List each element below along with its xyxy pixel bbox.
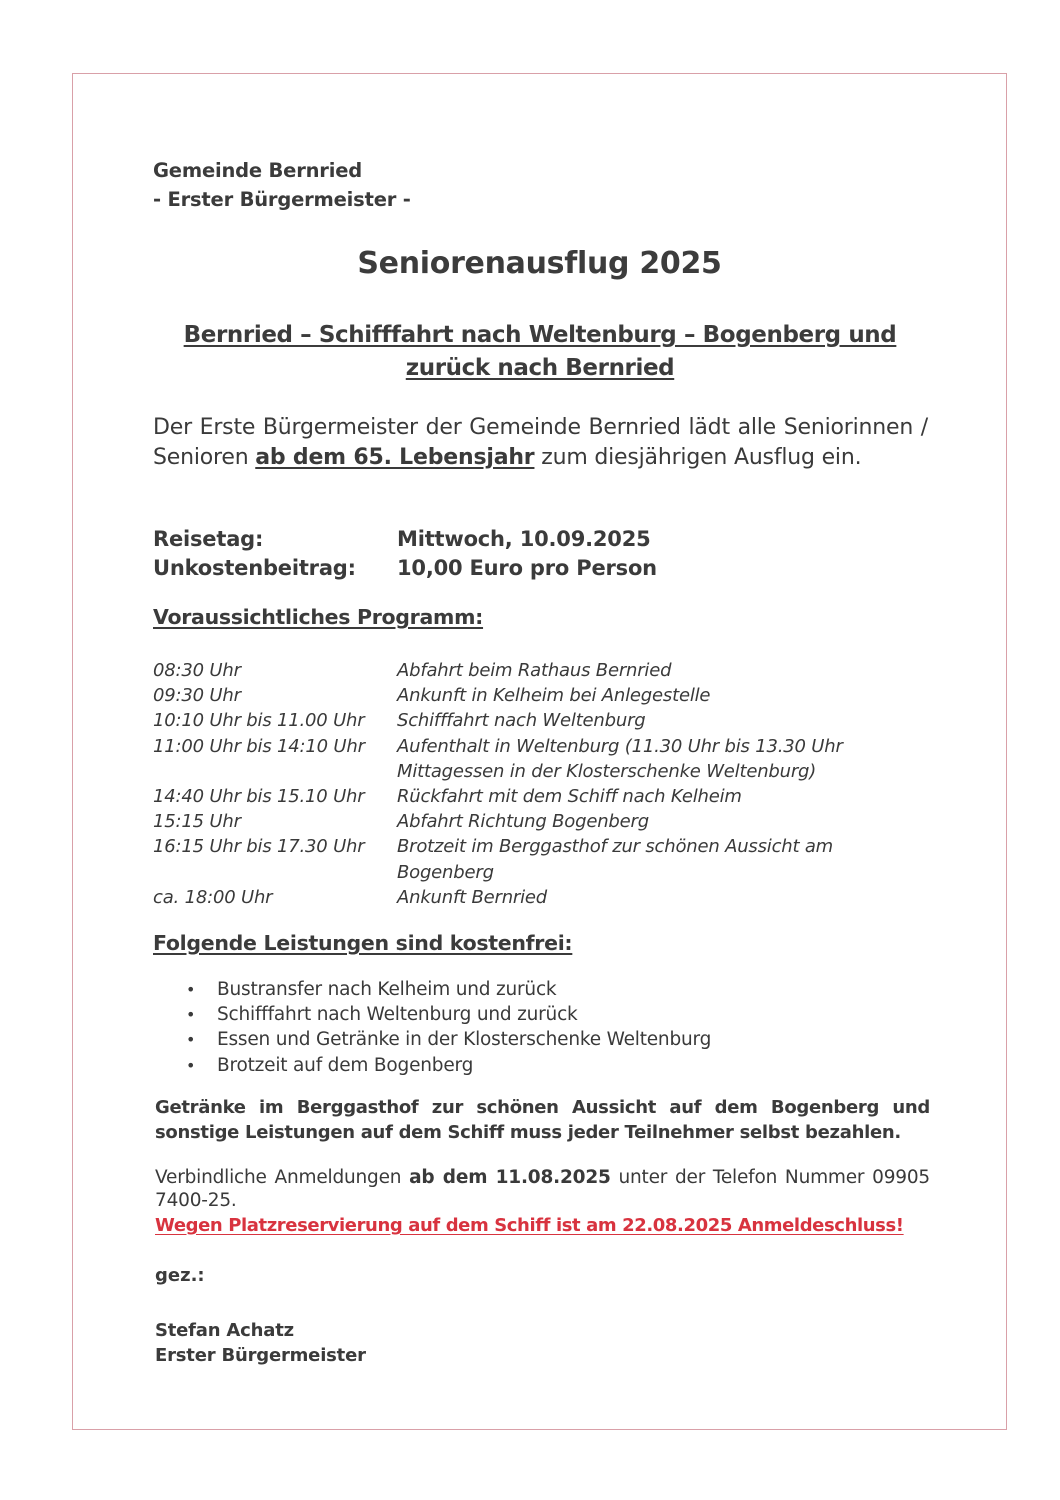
issuer-block — [153, 156, 411, 214]
bullet-icon: • — [186, 1005, 196, 1025]
bullet-icon: • — [186, 1055, 196, 1075]
schedule-activity: Abfahrt Richtung Bogenberg — [397, 811, 649, 833]
free-services-list — [186, 977, 711, 1078]
schedule-row — [153, 834, 897, 884]
schedule-row — [153, 885, 897, 910]
bullet-icon: • — [186, 1030, 196, 1050]
subtitle-line-1: Bernried – Schifffahrt nach Weltenburg – Bogenberg und — [183, 322, 897, 348]
schedule-activity: Rückfahrt mit dem Schiff nach Kelheim — [397, 786, 742, 808]
signed-label: gez.: — [155, 1265, 205, 1286]
fact-row-fee — [153, 554, 657, 583]
registration-paragraph — [155, 1166, 930, 1212]
document-title: Seniorenausflug 2025 — [357, 246, 722, 281]
program-heading: Voraussichtliches Programm: — [153, 605, 484, 629]
schedule-time: 10:10 Uhr bis 11.00 Uhr — [153, 710, 365, 732]
schedule-time: 14:40 Uhr bis 15.10 Uhr — [153, 786, 365, 808]
signatory-role: Erster Bürgermeister — [155, 1345, 366, 1366]
list-item-text: Essen und Getränke in der Klosterschenke Weltenburg — [217, 1029, 712, 1051]
list-item — [186, 1027, 711, 1052]
trip-route-subtitle — [150, 319, 930, 385]
list-item-text: Bustransfer nach Kelheim und zurück — [217, 979, 557, 1000]
list-item — [186, 1002, 711, 1027]
signatory-name: Stefan Achatz — [155, 1320, 294, 1341]
schedule-activity: Abfahrt beim Rathaus Bernried — [397, 660, 672, 681]
trip-facts — [153, 525, 657, 583]
invitation-paragraph — [153, 413, 928, 473]
intro-text-before: Der Erste Bürgermeister der Gemeinde Bernried lädt alle Seniorinnen / Senioren — [153, 415, 928, 470]
schedule-row — [153, 809, 897, 834]
schedule-time: 11:00 Uhr bis 14:10 Uhr — [153, 735, 365, 757]
schedule-activity: Schifffahrt nach Weltenburg — [397, 710, 646, 732]
schedule-row — [153, 734, 897, 784]
schedule-row — [153, 708, 897, 733]
schedule-row — [153, 658, 897, 683]
list-item-text: Brotzeit auf dem Bogenberg — [217, 1054, 474, 1076]
list-item-text: Schifffahrt nach Weltenburg und zurück — [217, 1004, 578, 1026]
schedule-time: 16:15 Uhr bis 17.30 Uhr — [153, 836, 365, 858]
age-requirement-highlight: ab dem 65. Lebensjahr — [255, 445, 535, 470]
list-item — [186, 977, 711, 1002]
fact-row-travel-day — [153, 525, 657, 554]
fact-value: Mittwoch, 10.09.2025 — [397, 527, 651, 551]
program-schedule — [153, 658, 897, 910]
bullet-icon: • — [186, 980, 196, 999]
schedule-time: 15:15 Uhr — [153, 811, 241, 833]
registration-start-date: ab dem 11.08.2025 — [409, 1167, 611, 1188]
schedule-time: ca. 18:00 Uhr — [153, 886, 273, 908]
fact-label: Reisetag: — [153, 527, 264, 551]
intro-text-after: zum diesjährigen Ausflug ein. — [534, 445, 862, 470]
issuer-municipality: Gemeinde Bernried — [153, 159, 362, 182]
schedule-activity: Brotzeit im Berggasthof zur schönen Aussicht am Bogenberg — [397, 836, 834, 883]
registration-deadline-warning: Wegen Platzreservierung auf dem Schiff ist am 22.08.2025 Anmeldeschluss! — [155, 1215, 904, 1236]
schedule-activity: Aufenthalt in Weltenburg (11.30 Uhr bis 13.30 Uhr Mittagessen in der Klosterschenke Weltenburg) — [397, 735, 843, 782]
self-pay-note: Getränke im Berggasthof zur schönen Aussicht auf dem Bogenberg und sonstige Leistungen auf dem Schiff muss jeder Teilnehmer selbst bezahlen. — [155, 1097, 930, 1143]
registration-text-before: Verbindliche Anmeldungen — [155, 1167, 410, 1188]
subtitle-line-2: zurück nach Bernried — [405, 355, 675, 381]
schedule-time: 08:30 Uhr — [153, 660, 241, 681]
schedule-activity: Ankunft Bernried — [397, 886, 548, 908]
schedule-activity: Ankunft in Kelheim bei Anlegestelle — [397, 685, 711, 707]
signature-block — [155, 1318, 366, 1368]
fact-label: Unkostenbeitrag: — [153, 556, 356, 580]
free-services-heading: Folgende Leistungen sind kostenfrei: — [153, 931, 573, 955]
registration-phone-text: unter der Telefon Nummer 09905 7400-25. — [155, 1167, 930, 1211]
schedule-row — [153, 784, 897, 809]
fact-value: 10,00 Euro pro Person — [397, 556, 657, 580]
list-item — [186, 1053, 711, 1078]
schedule-time: 09:30 Uhr — [153, 685, 241, 707]
issuer-office: - Erster Bürgermeister - — [153, 188, 411, 211]
schedule-row — [153, 683, 897, 708]
